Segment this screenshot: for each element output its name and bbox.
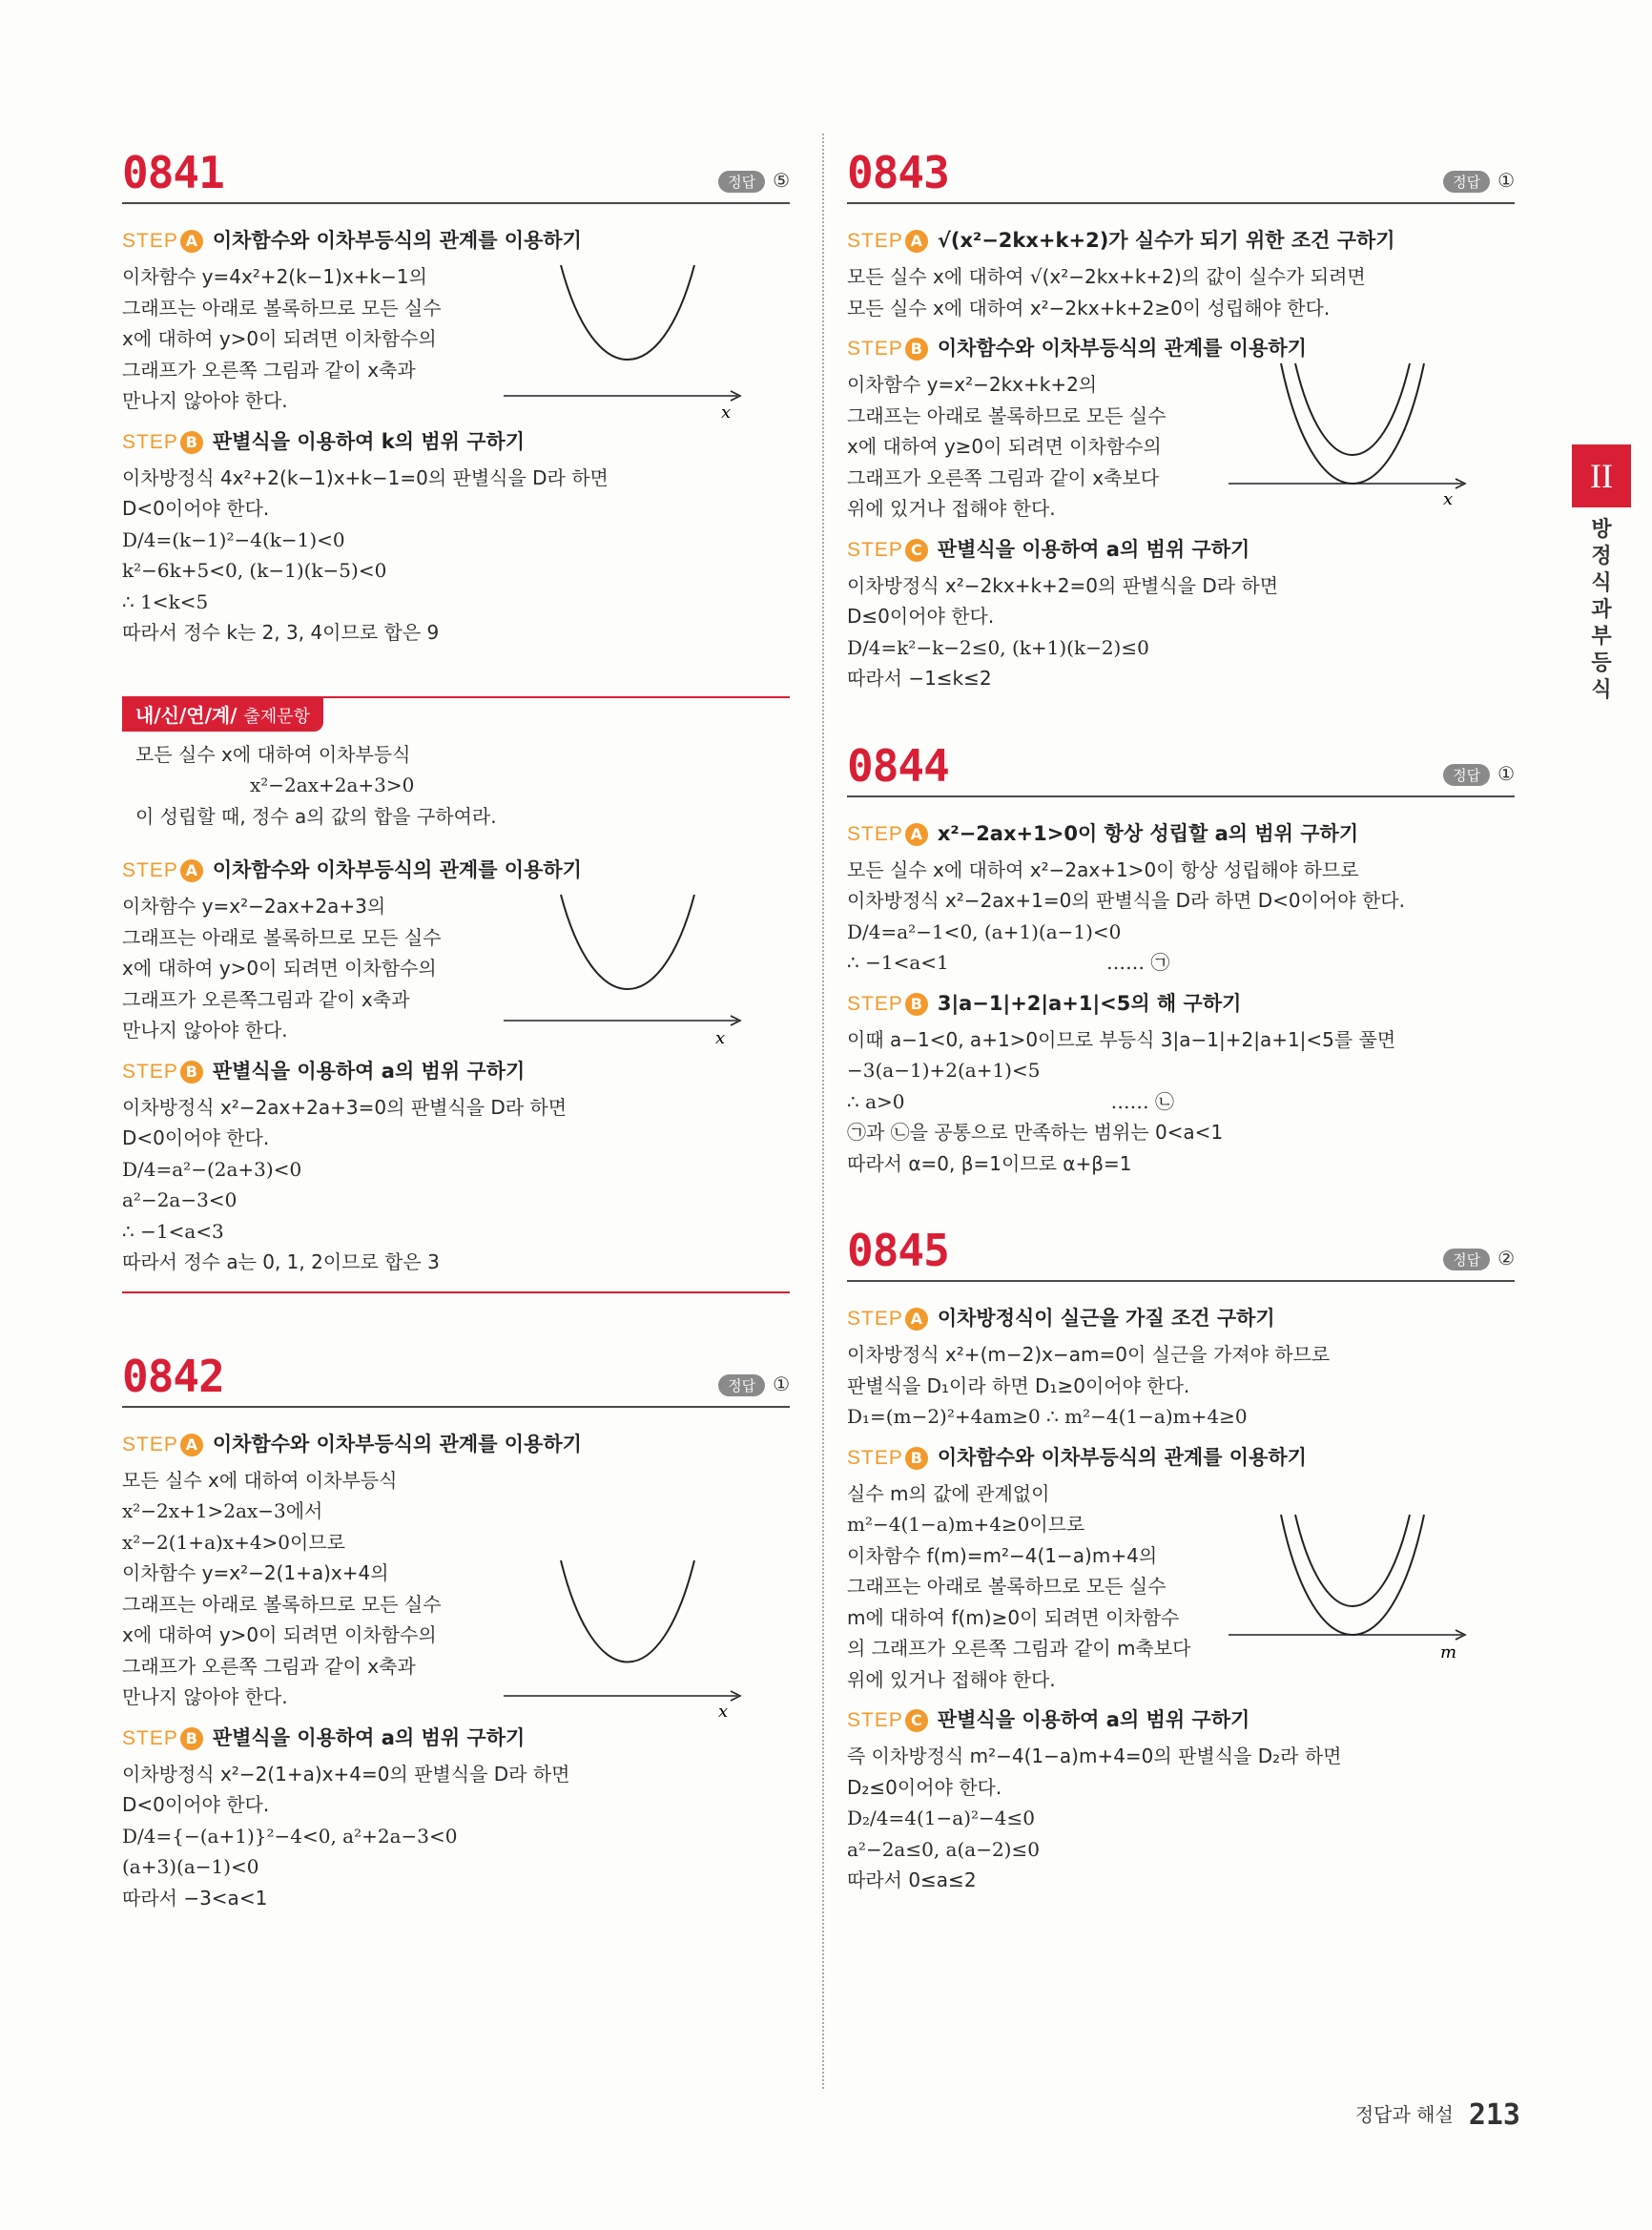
column-separator bbox=[822, 134, 824, 2089]
step-heading bbox=[847, 333, 1515, 361]
step-label: STEP bbox=[122, 430, 178, 453]
answer-badge: 정답 bbox=[1443, 1249, 1490, 1270]
text-line: x에 대하여 y>0이 되려면 이차함수의 bbox=[122, 327, 437, 350]
math-line: a²−2a≤0, a(a−2)≤0 bbox=[847, 1837, 1040, 1861]
text-line: 위에 있거나 접해야 한다. bbox=[847, 1667, 1056, 1691]
text-line: 그래프는 아래로 볼록하므로 모든 실수 bbox=[122, 296, 442, 320]
tag-subtitle: 출제문항 bbox=[243, 706, 311, 727]
problem-number: 0844 bbox=[847, 739, 949, 792]
math-line: D₁=(m−2)²+4am≥0 ∴ m²−4(1−a)m+4≥0 bbox=[847, 1405, 1248, 1428]
math-line: ∴ a>0 …… ㉡ bbox=[847, 1089, 1174, 1113]
text-line: 그래프는 아래로 볼록하므로 모든 실수 bbox=[122, 1592, 442, 1616]
math-line: ∴ −1<a<3 bbox=[122, 1219, 224, 1243]
step-heading bbox=[847, 534, 1515, 563]
question-math: x²−2ax+2a+3>0 bbox=[250, 774, 415, 796]
text-line: 이차함수 f(m)=m²−4(1−a)m+4의 bbox=[847, 1543, 1158, 1567]
parabola-inner-curve bbox=[1295, 363, 1410, 455]
text-line: 따라서 −1≤k≤2 bbox=[847, 667, 992, 690]
step-letter-badge: B bbox=[180, 1061, 203, 1084]
text-line: ㉠과 ㉡을 공통으로 만족하는 범위는 0<a<1 bbox=[847, 1121, 1224, 1144]
answer-value: ⑤ bbox=[773, 169, 790, 192]
answer-value: ② bbox=[1497, 1247, 1515, 1270]
parabola-inner-curve bbox=[1295, 1515, 1410, 1606]
math-line: ∴ −1<a<1 …… ㉠ bbox=[847, 951, 1170, 974]
text-line: D<0이어야 한다. bbox=[122, 1126, 270, 1149]
step-title: √(x²−2kx+k+2)가 실수가 되기 위한 조건 구하기 bbox=[937, 229, 1395, 252]
step-letter-badge: C bbox=[905, 539, 928, 562]
answer-badge: 정답 bbox=[718, 171, 765, 193]
left-column bbox=[122, 143, 790, 1913]
axis-label: m bbox=[1440, 1642, 1457, 1662]
step-heading bbox=[847, 1442, 1515, 1471]
step-letter-badge: A bbox=[180, 859, 203, 882]
math-line: a²−2a−3<0 bbox=[122, 1188, 237, 1211]
text-line: 따라서 α=0, β=1이므로 α+β=1 bbox=[847, 1151, 1132, 1175]
text-line: 모든 실수 x에 대하여 √(x²−2kx+k+2)의 값이 실수가 되려면 bbox=[847, 265, 1366, 288]
step-heading bbox=[847, 1704, 1515, 1733]
parabola-curve bbox=[561, 1560, 694, 1662]
text-line: 이차방정식 x²−2(1+a)x+4=0의 판별식을 D라 하면 bbox=[122, 1762, 570, 1786]
problem-header bbox=[122, 1347, 790, 1408]
step-label: STEP bbox=[122, 230, 178, 252]
step-body-with-figure bbox=[122, 1465, 790, 1722]
tag-title: 내/신/연/계/ bbox=[135, 703, 237, 727]
step-label: STEP bbox=[847, 1709, 903, 1731]
problem-number: 0845 bbox=[847, 1225, 949, 1276]
step-heading bbox=[847, 1303, 1515, 1332]
text-line: 이차방정식 x²+(m−2)x−am=0이 실근을 가져야 하므로 bbox=[847, 1343, 1331, 1366]
problem-0841 bbox=[122, 143, 790, 649]
axis-label: x bbox=[718, 1701, 729, 1722]
answer-value: ① bbox=[1497, 169, 1515, 192]
text-line: 따라서 정수 a는 0, 1, 2이므로 합은 3 bbox=[122, 1250, 440, 1273]
step-body-with-figure bbox=[122, 891, 790, 1046]
text-line: 이차함수 y=4x²+2(k−1)x+k−1의 bbox=[122, 265, 427, 288]
text-line: 이차함수 y=x²−2(1+a)x+4의 bbox=[122, 1561, 389, 1584]
problem-0843 bbox=[847, 143, 1515, 694]
math-line: D/4=a²−1<0, (a+1)(a−1)<0 bbox=[847, 919, 1122, 943]
math-line: x²−2(1+a)x+4>0이므로 bbox=[122, 1530, 345, 1554]
text-line: 따라서 −3<a<1 bbox=[122, 1886, 268, 1910]
parabola-tangent-curve bbox=[1281, 363, 1424, 484]
text-line: 모든 실수 x에 대하여 x²−2ax+1>0이 항상 성립해야 하므로 bbox=[847, 857, 1359, 881]
step-letter-badge: B bbox=[905, 1447, 928, 1470]
problem-0844 bbox=[847, 736, 1515, 1180]
step-heading bbox=[122, 225, 790, 254]
math-line: x²−2x+1>2ax−3에서 bbox=[122, 1499, 323, 1522]
text-line: 위에 있거나 접해야 한다. bbox=[847, 497, 1056, 520]
step-title: 이차함수와 이차부등식의 관계를 이용하기 bbox=[212, 229, 582, 252]
step-body-with-figure bbox=[847, 1478, 1515, 1696]
step-title: 이차함수와 이차부등식의 관계를 이용하기 bbox=[212, 858, 582, 881]
step-heading bbox=[847, 988, 1515, 1017]
math-line: ∴ 1<k<5 bbox=[122, 589, 209, 613]
answer bbox=[1443, 169, 1515, 193]
math-line: D/4=(k−1)²−4(k−1)<0 bbox=[122, 527, 345, 551]
step-title: 판별식을 이용하여 a의 범위 구하기 bbox=[937, 537, 1250, 561]
step-letter-badge: A bbox=[905, 230, 928, 253]
chapter-title: 방정식과 부등식 bbox=[1591, 518, 1612, 702]
text-line: 이차방정식 x²−2kx+k+2=0의 판별식을 D라 하면 bbox=[847, 573, 1279, 597]
answer bbox=[1443, 762, 1515, 786]
math-line: D/4=a²−(2a+3)<0 bbox=[122, 1157, 302, 1181]
step-letter-badge: B bbox=[905, 338, 928, 361]
text-line: 즉 이차방정식 m²−4(1−a)m+4=0의 판별식을 D₂라 하면 bbox=[847, 1745, 1342, 1767]
text-line: 모든 실수 x에 대하여 x²−2kx+k+2≥0이 성립해야 한다. bbox=[847, 296, 1331, 320]
step-title: 이차방정식이 실근을 가질 조건 구하기 bbox=[937, 1307, 1275, 1330]
problem-number: 0842 bbox=[122, 1350, 224, 1402]
question bbox=[122, 732, 790, 846]
problem-0842 bbox=[122, 1347, 790, 1914]
text-line: 의 그래프가 오른쪽 그림과 같이 m축보다 bbox=[847, 1637, 1191, 1660]
text-line: x에 대하여 y>0이 되려면 이차함수의 bbox=[122, 957, 437, 980]
text-line: 이차방정식 x²−2ax+1=0의 판별식을 D라 하면 D<0이어야 한다. bbox=[847, 889, 1405, 912]
text-line: 그래프는 아래로 볼록하므로 모든 실수 bbox=[122, 925, 442, 949]
text-line: 그래프가 오른쪽 그림과 같이 x축과 bbox=[122, 358, 416, 382]
answer-badge: 정답 bbox=[718, 1374, 765, 1396]
text-line: D<0이어야 한다. bbox=[122, 497, 270, 520]
linked-problem-box bbox=[122, 696, 790, 1293]
step-label: STEP bbox=[847, 992, 903, 1015]
text-line: 이차함수 y=x²−2ax+2a+3의 bbox=[122, 895, 386, 918]
step-letter-badge: A bbox=[180, 230, 203, 253]
answer bbox=[1443, 1247, 1515, 1270]
step-label: STEP bbox=[122, 859, 178, 881]
step-title: 판별식을 이용하여 a의 범위 구하기 bbox=[937, 1708, 1250, 1731]
text-line: x에 대하여 y≥0이 되려면 이차함수의 bbox=[847, 435, 1162, 458]
step-title: 3|a−1|+2|a+1|<5의 해 구하기 bbox=[937, 991, 1242, 1015]
linked-tag bbox=[122, 696, 323, 732]
step-label: STEP bbox=[847, 1308, 903, 1330]
axis-label: x bbox=[1443, 489, 1454, 509]
page-footer bbox=[1355, 2098, 1520, 2132]
step-label: STEP bbox=[847, 822, 903, 845]
step-label: STEP bbox=[847, 230, 903, 252]
axis-label: x bbox=[715, 1028, 726, 1048]
math-line: (a+3)(a−1)<0 bbox=[122, 1855, 259, 1878]
step-title: 이차함수와 이차부등식의 관계를 이용하기 bbox=[212, 1432, 582, 1456]
step-title: 이차함수와 이차부등식의 관계를 이용하기 bbox=[937, 337, 1307, 360]
math-line: k²−6k+5<0, (k−1)(k−5)<0 bbox=[122, 559, 387, 582]
problem-number: 0843 bbox=[847, 147, 949, 198]
text-line: 따라서 0≤a≤2 bbox=[847, 1869, 977, 1891]
step-heading bbox=[847, 818, 1515, 847]
text-line: 이차방정식 x²−2ax+2a+3=0의 판별식을 D라 하면 bbox=[122, 1095, 568, 1119]
right-column bbox=[847, 143, 1515, 1896]
step-letter-badge: A bbox=[905, 823, 928, 846]
answer-value: ① bbox=[773, 1372, 790, 1395]
answer-value: ① bbox=[1497, 761, 1515, 785]
parabola-curve bbox=[561, 895, 694, 989]
problem-header bbox=[847, 143, 1515, 204]
question-line: 이 성립할 때, 정수 a의 값의 합을 구하여라. bbox=[135, 804, 497, 828]
step-label: STEP bbox=[122, 1433, 178, 1456]
step-label: STEP bbox=[847, 1446, 903, 1469]
parabola-tangent-curve bbox=[1281, 1515, 1424, 1635]
step-label: STEP bbox=[847, 538, 903, 561]
math-line: D₂/4=4(1−a)²−4≤0 bbox=[847, 1807, 1035, 1829]
question-line: 모든 실수 x에 대하여 이차부등식 bbox=[135, 742, 411, 766]
step-heading bbox=[122, 1723, 790, 1751]
text-line: D≤0이어야 한다. bbox=[847, 605, 995, 628]
text-line: D<0이어야 한다. bbox=[122, 1793, 270, 1816]
step-heading bbox=[847, 225, 1515, 254]
problem-header bbox=[122, 143, 790, 204]
text-line: 모든 실수 x에 대하여 이차부등식 bbox=[122, 1468, 398, 1492]
text-line: 만나지 않아야 한다. bbox=[122, 389, 288, 412]
text-line: 따라서 정수 k는 2, 3, 4이므로 합은 9 bbox=[122, 621, 440, 644]
parabola-figure bbox=[504, 258, 752, 420]
text-line: 실수 m의 값에 관계없이 bbox=[847, 1481, 1050, 1505]
math-line: −3(a−1)+2(a+1)<5 bbox=[847, 1059, 1041, 1082]
step-body-with-figure bbox=[847, 369, 1515, 525]
text-line: D₂≤0이어야 한다. bbox=[847, 1775, 1002, 1799]
answer bbox=[718, 169, 790, 193]
text-line: 그래프가 오른쪽 그림과 같이 x축보다 bbox=[847, 465, 1160, 489]
step-title: 이차함수와 이차부등식의 관계를 이용하기 bbox=[937, 1445, 1307, 1469]
parabola-curve bbox=[561, 265, 694, 360]
step-title: x²−2ax+1>0이 항상 성립할 a의 범위 구하기 bbox=[937, 821, 1359, 845]
text-line: 만나지 않아야 한다. bbox=[122, 1019, 288, 1042]
step-letter-badge: B bbox=[180, 1727, 203, 1750]
text-line: 그래프가 오른쪽그림과 같이 x축과 bbox=[122, 987, 410, 1011]
problem-number: 0841 bbox=[122, 147, 224, 198]
text-line: 이차방정식 4x²+2(k−1)x+k−1=0의 판별식을 D라 하면 bbox=[122, 465, 609, 489]
answer-badge: 정답 bbox=[1443, 764, 1490, 786]
footer-label: 정답과 해설 bbox=[1354, 2103, 1454, 2126]
text-line: m에 대하여 f(m)≥0이 되려면 이차함수 bbox=[847, 1605, 1180, 1629]
problem-0845 bbox=[847, 1221, 1515, 1896]
text-line: 그래프는 아래로 볼록하므로 모든 실수 bbox=[847, 1575, 1167, 1598]
text-line: 그래프가 오른쪽 그림과 같이 x축과 bbox=[122, 1654, 416, 1678]
chapter-tab: II bbox=[1572, 444, 1631, 507]
problem-header bbox=[847, 736, 1515, 797]
page-number: 213 bbox=[1468, 2098, 1520, 2132]
text-line: 이차함수 y=x²−2kx+k+2의 bbox=[847, 373, 1098, 396]
axis-label: x bbox=[721, 403, 732, 420]
answer bbox=[718, 1373, 790, 1396]
math-line: D/4=k²−k−2≤0, (k+1)(k−2)≤0 bbox=[847, 635, 1149, 659]
parabola-figure bbox=[504, 1553, 752, 1724]
parabola-figure bbox=[504, 887, 752, 1049]
step-label: STEP bbox=[122, 1726, 178, 1749]
step-body-with-figure bbox=[122, 261, 790, 420]
step-letter-badge: A bbox=[905, 1308, 928, 1331]
text-line: 그래프는 아래로 볼록하므로 모든 실수 bbox=[847, 403, 1167, 427]
text-line: x에 대하여 y>0이 되려면 이차함수의 bbox=[122, 1623, 437, 1646]
step-heading bbox=[122, 1429, 790, 1457]
text-line: 만나지 않아야 한다. bbox=[122, 1685, 288, 1708]
step-letter-badge: A bbox=[180, 1434, 203, 1456]
step-label: STEP bbox=[847, 338, 903, 360]
tangent-parabolas-figure bbox=[1229, 1513, 1476, 1675]
math-line: D/4={−(a+1)}²−4<0, a²+2a−3<0 bbox=[122, 1824, 458, 1848]
step-title: 판별식을 이용하여 a의 범위 구하기 bbox=[212, 1059, 526, 1083]
step-label: STEP bbox=[122, 1060, 178, 1083]
math-line: m²−4(1−a)m+4≥0이므로 bbox=[847, 1513, 1085, 1536]
step-heading bbox=[122, 426, 790, 455]
answer-badge: 정답 bbox=[1443, 171, 1490, 193]
problem-header bbox=[847, 1221, 1515, 1282]
text-line: 이때 a−1<0, a+1>0이므로 부등식 3|a−1|+2|a+1|<5를 풀면 bbox=[847, 1027, 1396, 1051]
step-letter-badge: B bbox=[905, 993, 928, 1016]
text-line: 판별식을 D₁이라 하면 D₁≥0이어야 한다. bbox=[847, 1373, 1190, 1397]
step-title: 판별식을 이용하여 k의 범위 구하기 bbox=[212, 429, 526, 453]
step-title: 판별식을 이용하여 a의 범위 구하기 bbox=[212, 1725, 526, 1749]
tangent-parabolas-figure bbox=[1229, 361, 1476, 524]
step-heading bbox=[122, 855, 790, 883]
step-letter-badge: C bbox=[905, 1709, 928, 1732]
step-letter-badge: B bbox=[180, 431, 203, 454]
step-heading bbox=[122, 1056, 790, 1084]
